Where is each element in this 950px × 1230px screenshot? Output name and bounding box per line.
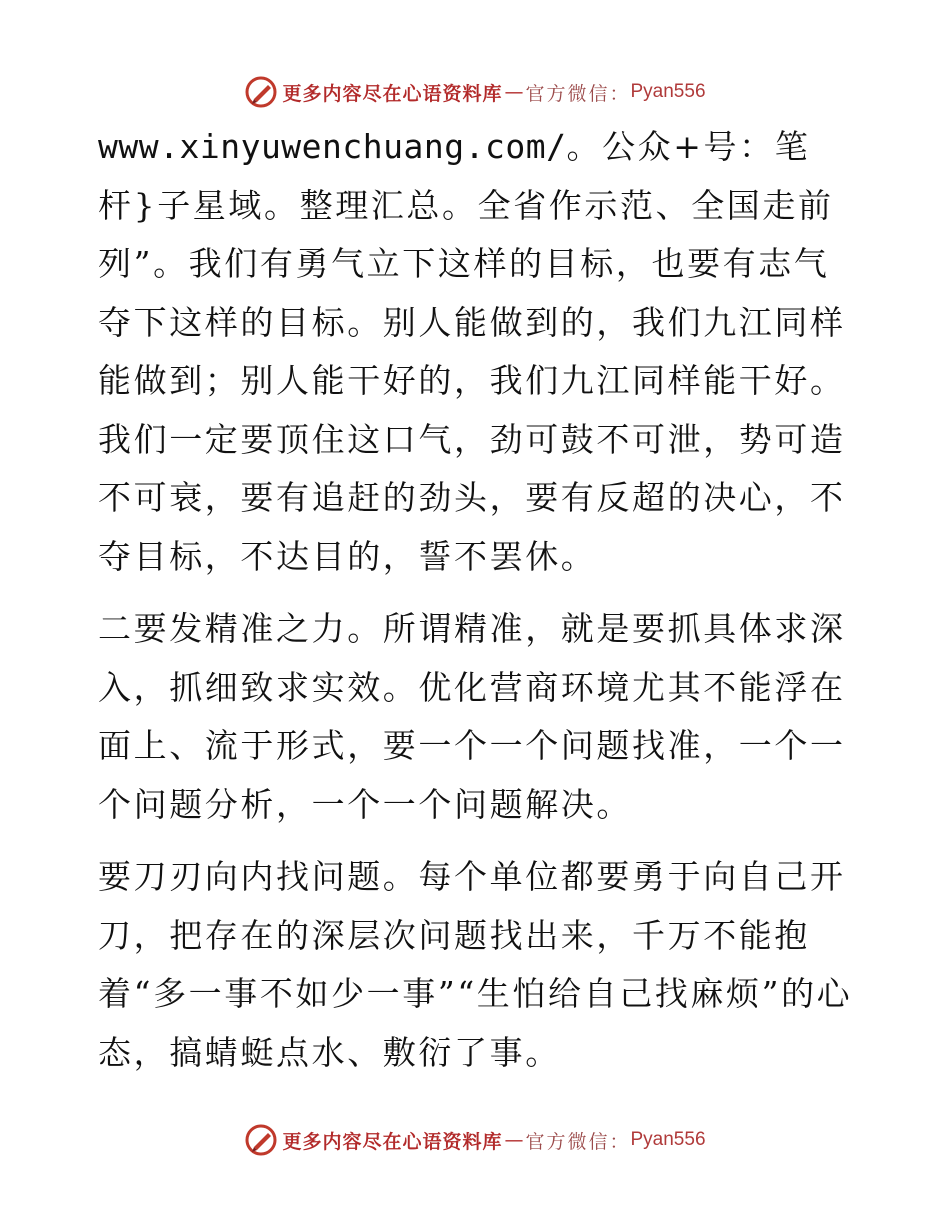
paragraph-3: [98, 848, 858, 1082]
banner-wechat-label: 官方微信：: [525, 82, 631, 105]
banner-wechat-id: Pyan556: [630, 1129, 706, 1150]
header-banner: [0, 72, 950, 112]
paragraph-1-text: 。公众+号：笔杆}子星域。整理汇总。全省作示范、全国走前列”。我们有勇气立下这样的目标，也要有志气夺下这样的目标。别人能做到的，我们九江同样能做到；别人能干好的，我们九江同样能干好。我们一定要顶住这口气，劲可鼓不可泄，势可造不可衰，要有追赶的劲头，要有反超的决心，不夺目标，不达目的，誓不罢休。: [98, 127, 846, 576]
banner-wechat-id: Pyan556: [630, 81, 706, 102]
website-url: www.xinyuwenchuang.com/: [98, 127, 567, 166]
document-body: [98, 118, 858, 1082]
paragraph-3-line-b: 着“多一事不如少一事”“生怕给自己找麻烦”的心态，搞蜻蜓点水、敷衍了事。: [98, 974, 853, 1072]
paragraph-1: [98, 118, 858, 586]
pen-logo-icon: [244, 75, 278, 109]
pen-logo-icon: [244, 1123, 278, 1157]
banner-dash: —: [504, 1129, 524, 1151]
banner-wechat-label: 官方微信：: [525, 1130, 631, 1153]
paragraph-2: 二要发精准之力。所谓精准，就是要抓具体求深入，抓细致求实效。优化营商环境尤其不能浮在面上、流于形式，要一个一个问题找准，一个一个问题分析，一个一个问题解决。: [98, 609, 846, 824]
paragraph-3-line-a: 要刀刃向内找问题。每个单位都要勇于向自己开刀，把存在的深层次问题找出来，千万不能抱: [98, 857, 846, 955]
footer-banner: [0, 1120, 950, 1160]
banner-brand: 更多内容尽在心语资料库: [282, 1130, 503, 1153]
banner-dash: —: [504, 81, 524, 103]
banner-brand: 更多内容尽在心语资料库: [282, 82, 503, 105]
